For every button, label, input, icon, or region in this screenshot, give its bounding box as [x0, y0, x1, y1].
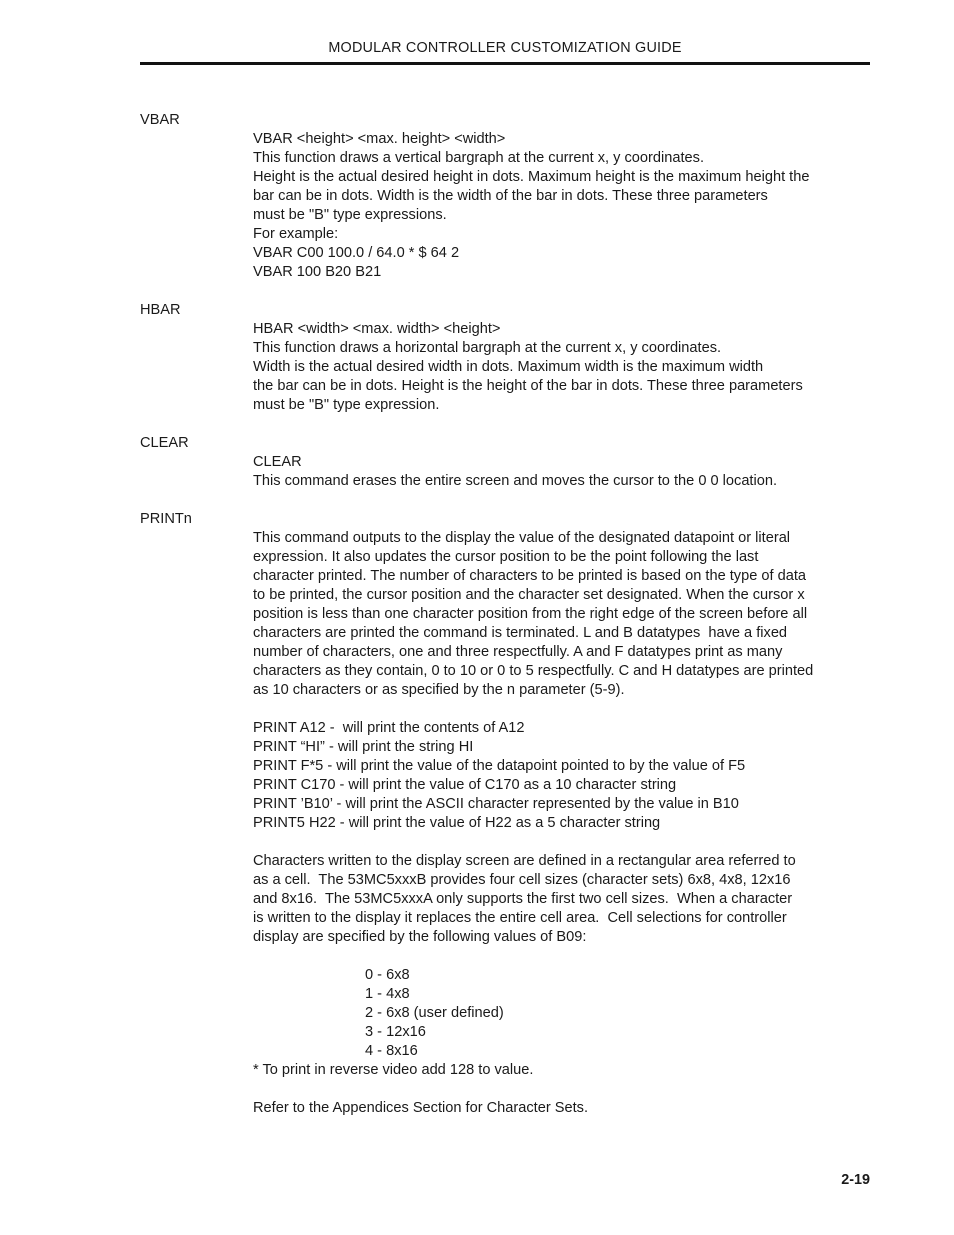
list-item: 3 - 12x16 — [365, 1023, 426, 1040]
text-line: This command outputs to the display the value of the designated datapoint or literal — [253, 529, 791, 546]
list-item: 1 - 4x8 — [365, 985, 410, 1002]
example-line: PRINT A12 - will print the contents of A12 — [253, 719, 525, 736]
example-line: PRINT “HI” - will print the string HI — [253, 738, 474, 755]
text-line: CLEAR — [253, 453, 302, 470]
running-header: MODULAR CONTROLLER CUSTOMIZATION GUIDE — [328, 40, 682, 56]
spacer — [0, 947, 954, 966]
text-line: as a cell. The 53MC5xxxB provides four cell sizes (character sets) 6x8, 4x8, 12x16 — [253, 871, 791, 888]
text-line: character printed. The number of characters to be printed is based on the type of data — [253, 567, 807, 584]
list-item: 4 - 8x16 — [365, 1042, 418, 1059]
text-line: For example: — [253, 225, 339, 242]
text-line: as 10 characters or as specified by the n parameter (5-9). — [253, 681, 625, 698]
spacer — [0, 1080, 954, 1099]
text-line: Characters written to the display screen are defined in a rectangular area referred to — [253, 852, 796, 869]
text-line: the bar can be in dots. Height is the height of the bar in dots. These three parameters — [253, 377, 803, 394]
spacer — [0, 833, 954, 852]
list-item: 0 - 6x8 — [365, 966, 410, 983]
example-line: PRINT5 H22 - will print the value of H22 as a 5 character string — [253, 814, 661, 831]
cell-size-list — [0, 966, 954, 1061]
text-line: display are specified by the following values of B09: — [253, 928, 587, 945]
term-vbar: VBAR — [140, 111, 180, 128]
example-line: PRINT F*5 - will print the value of the datapoint pointed to by the value of F5 — [253, 757, 746, 774]
header-rule — [140, 62, 870, 65]
text-line: This command erases the entire screen and moves the cursor to the 0 0 location. — [253, 472, 778, 489]
page-content — [0, 111, 954, 1118]
print-examples — [0, 719, 954, 833]
term-printn: PRINTn — [140, 510, 192, 527]
spacer — [0, 491, 954, 510]
example-line: PRINT ’B10’ - will print the ASCII character represented by the value in B10 — [253, 795, 739, 812]
text-line: characters as they contain, 0 to 10 or 0 to 5 respectfully. C and H datatypes are printed — [253, 662, 814, 679]
appendices-reference: Refer to the Appendices Section for Character Sets. — [253, 1099, 589, 1116]
vbar-description — [0, 130, 954, 282]
text-line: VBAR <height> <max. height> <width> — [253, 130, 506, 147]
text-line: expression. It also updates the cursor position to be the point following the last — [253, 548, 759, 565]
printn-description — [0, 529, 954, 700]
text-line: and 8x16. The 53MC5xxxA only supports the first two cell sizes. When a character — [253, 890, 793, 907]
reverse-video-note: * To print in reverse video add 128 to value. — [253, 1061, 534, 1078]
cell-description — [0, 852, 954, 947]
text-line: Width is the actual desired width in dots. Maximum width is the maximum width — [253, 358, 764, 375]
text-line: This function draws a horizontal bargraph at the current x, y coordinates. — [253, 339, 722, 356]
spacer — [0, 415, 954, 434]
text-line: must be "B" type expression. — [253, 396, 440, 413]
text-line: number of characters, one and three respectfully. A and F datatypes print as many — [253, 643, 783, 660]
example-line: PRINT C170 - will print the value of C170 as a 10 character string — [253, 776, 677, 793]
text-line: Height is the actual desired height in dots. Maximum height is the maximum height the — [253, 168, 810, 185]
text-line: This function draws a vertical bargraph at the current x, y coordinates. — [253, 149, 705, 166]
term-hbar: HBAR — [140, 301, 181, 318]
text-line: VBAR 100 B20 B21 — [253, 263, 382, 280]
list-item: 2 - 6x8 (user defined) — [365, 1004, 504, 1021]
clear-description — [0, 453, 954, 491]
spacer — [0, 282, 954, 301]
text-line: must be "B" type expressions. — [253, 206, 447, 223]
text-line: to be printed, the cursor position and the character set designated. When the cursor x — [253, 586, 805, 603]
text-line: bar can be in dots. Width is the width of the bar in dots. These three parameters — [253, 187, 768, 204]
hbar-description — [0, 320, 954, 415]
text-line: position is less than one character position from the right edge of the screen before all — [253, 605, 808, 622]
text-line: VBAR C00 100.0 / 64.0 * $ 64 2 — [253, 244, 460, 261]
term-clear: CLEAR — [140, 434, 189, 451]
text-line: is written to the display it replaces the entire cell area. Cell selections for controller — [253, 909, 787, 926]
text-line: HBAR <width> <max. width> <height> — [253, 320, 501, 337]
spacer — [0, 700, 954, 719]
text-line: characters are printed the command is terminated. L and B datatypes have a fixed — [253, 624, 788, 641]
page-number: 2-19 — [841, 1172, 870, 1188]
